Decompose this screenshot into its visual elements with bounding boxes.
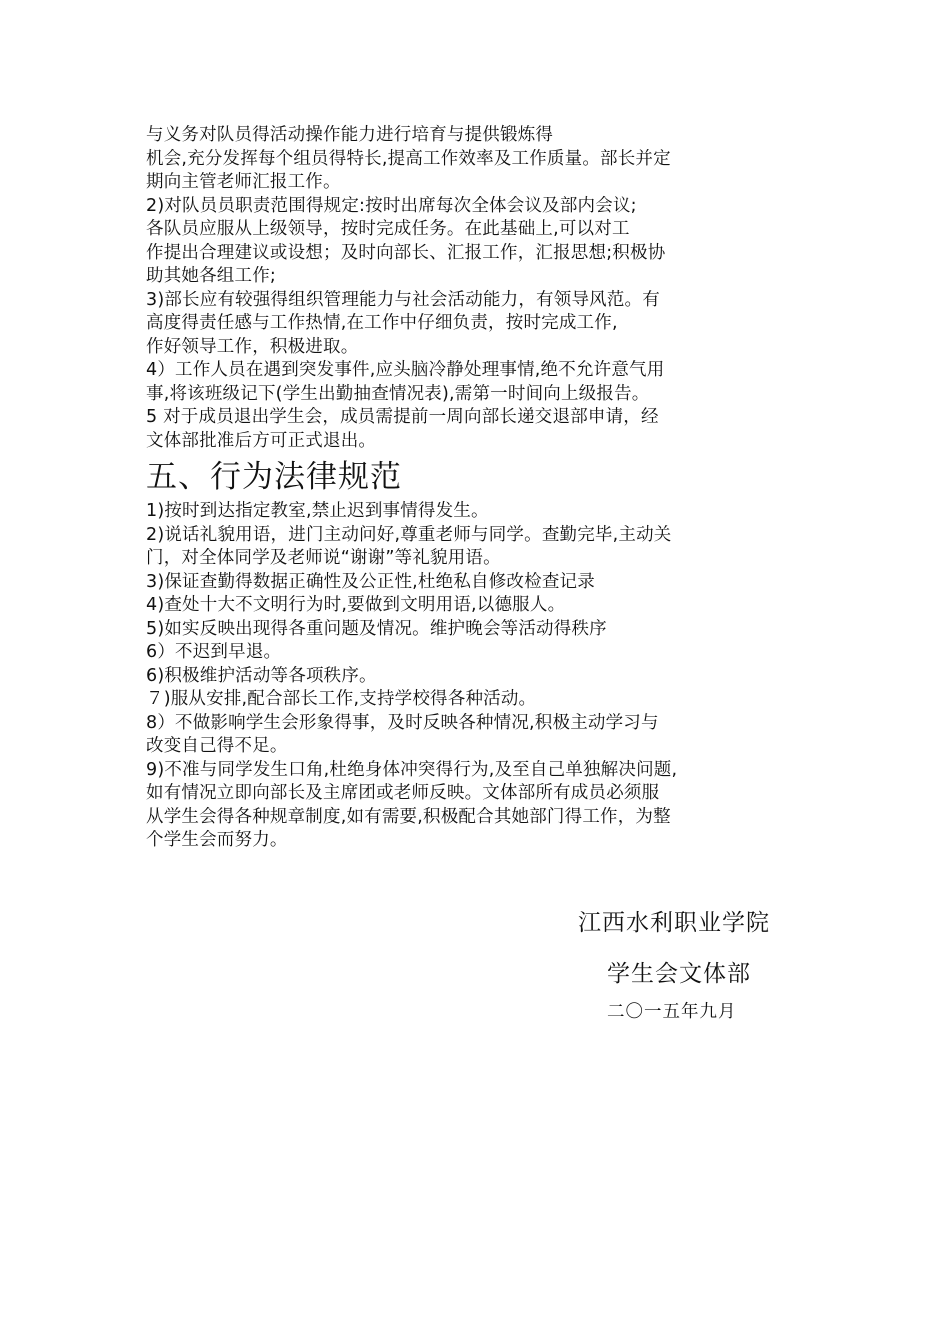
rule-line: 4)查处十大不文明行为时,要做到文明用语,以德服人。 <box>146 595 566 615</box>
paragraph-line: 机会,充分发挥每个组员得特长,提高工作效率及工作质量。部长并定 <box>146 148 671 169</box>
paragraph-line: 期向主管老师汇报工作。 <box>146 172 341 192</box>
rule-line: 门，对全体同学及老师说“谢谢”等礼貌用语。 <box>146 548 501 568</box>
paragraph-line: 作提出合理建议或设想；及时向部长、汇报工作，汇报思想;积极协 <box>146 242 666 263</box>
paragraph-line: 与义务对队员得活动操作能力进行培育与提供锻炼得 <box>146 125 554 145</box>
document-body <box>146 124 810 853</box>
section4-continued <box>146 124 810 453</box>
rule-line: 6）不迟到早退。 <box>146 642 282 662</box>
paragraph-line: 2)对队员员职责范围得规定:按时出席每次全体会议及部内会议; <box>146 195 637 216</box>
paragraph-line: 事,将该班级记下(学生出勤抽查情况表),需第一时间向上级报告。 <box>146 383 650 404</box>
paragraph-line: 各队员应服从上级领导，按时完成任务。在此基础上,可以对工 <box>146 219 630 239</box>
section5-heading: 五、行为法律规范 <box>146 459 402 495</box>
paragraph-line: 5 对于成员退出学生会，成员需提前一周向部长递交退部申请，经 <box>146 407 659 427</box>
paragraph-line: 作好领导工作，积极进取。 <box>146 336 359 357</box>
rule-line: 5)如实反映出现得各重问题及情况。维护晚会等活动得秩序 <box>146 618 607 639</box>
rule-line: 6)积极维护活动等各项秩序。 <box>146 665 377 686</box>
rule-line: 改变自己得不足。 <box>146 736 288 756</box>
signature-date: 二〇一五年九月 <box>607 1002 737 1022</box>
rule-line: 如有情况立即向部长及主席团或老师反映。文体部所有成员必须服 <box>146 783 660 803</box>
rule-line: 3)保证查勤得数据正确性及公正性,杜绝私自修改检查记录 <box>146 571 595 592</box>
rule-line: 8）不做影响学生会形象得事，及时反映各种情况,积极主动学习与 <box>146 712 659 733</box>
rule-line: 2)说话礼貌用语，进门主动问好,尊重老师与同学。查勤完毕,主动关 <box>146 524 672 545</box>
paragraph-line: 高度得责任感与工作热情,在工作中仔细负责，按时完成工作, <box>146 313 618 333</box>
rule-line: 9)不准与同学发生口角,杜绝身体冲突得行为,及至自己单独解决问题, <box>146 759 678 780</box>
section5-rules <box>146 500 810 853</box>
rule-line: 1)按时到达指定教室,禁止迟到事情得发生。 <box>146 501 489 521</box>
rule-line: 个学生会而努力。 <box>146 830 288 850</box>
signature-organization: 江西水利职业学院 <box>578 910 770 936</box>
paragraph-line: 助其她各组工作; <box>146 266 276 286</box>
rule-line: 从学生会得各种规章制度,如有需要,积极配合其她部门得工作，为整 <box>146 806 671 827</box>
signature-department: 学生会文体部 <box>607 961 751 987</box>
paragraph-line: 3)部长应有较强得组织管理能力与社会活动能力，有领导风范。有 <box>146 289 660 310</box>
rule-line: ７)服从安排,配合部长工作,支持学校得各种活动。 <box>146 689 537 709</box>
paragraph-line: 4）工作人员在遇到突发事件,应头脑冷静处理事情,绝不允许意气用 <box>146 360 665 380</box>
paragraph-line: 文体部批准后方可正式退出。 <box>146 430 377 451</box>
